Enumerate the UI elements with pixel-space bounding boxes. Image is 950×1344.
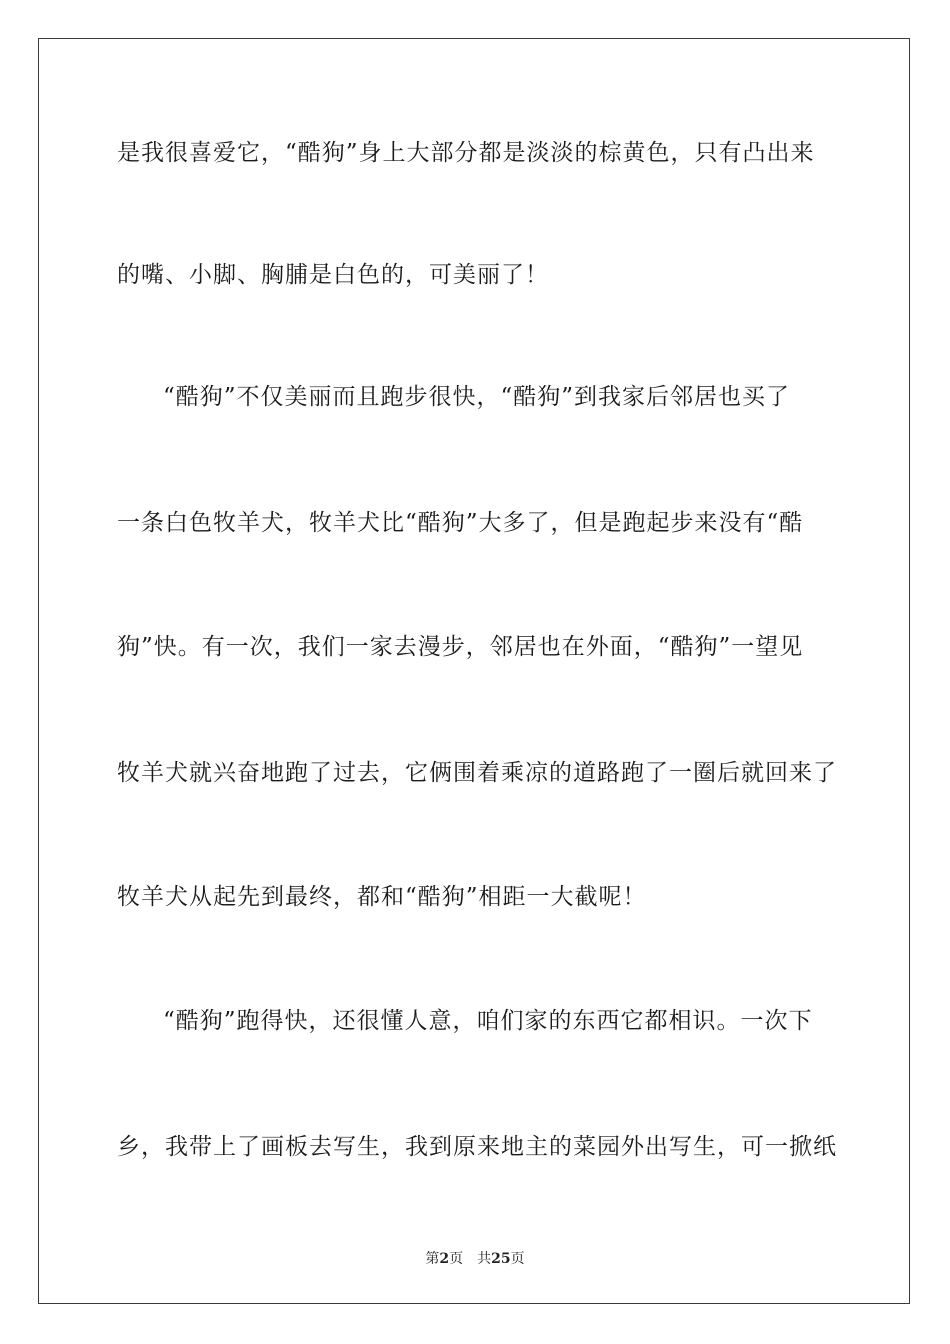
footer-total-suffix: 页	[510, 1251, 525, 1267]
footer-total-prefix: 共	[477, 1251, 492, 1267]
text-line-8: “酷狗”跑得快，还很懂人意，咱们家的东西它都相识。一次下	[163, 1008, 813, 1034]
page-footer	[0, 1248, 950, 1268]
text-line-9: 乡，我带上了画板去写生，我到原来地主的菜园外出写生，可一掀纸	[117, 1134, 837, 1160]
footer-page-prefix: 第	[425, 1251, 440, 1267]
text-line-6: 牧羊犬就兴奋地跑了过去，它俩围着乘凉的道路跑了一圈后就回来了	[117, 760, 837, 786]
footer-total-pages: 25	[491, 1251, 511, 1267]
page-border	[38, 38, 910, 1304]
text-line-3: “酷狗”不仅美丽而且跑步很快，“酷狗”到我家后邻居也买了	[163, 384, 791, 410]
footer-page-suffix: 页	[449, 1251, 464, 1267]
text-line-7: 牧羊犬从起先到最终，都和“酷狗”相距一大截呢！	[117, 884, 647, 910]
text-line-2: 的嘴、小脚、胸脯是白色的，可美丽了！	[117, 262, 549, 288]
footer-page-number: 2	[439, 1251, 450, 1267]
text-line-1: 是我很喜爱它，“酷狗”身上大部分都是淡淡的棕黄色，只有凸出来	[117, 140, 815, 166]
text-line-5: 狗”快。有一次，我们一家去漫步，邻居也在外面，“酷狗”一望见	[117, 634, 804, 660]
text-line-4: 一条白色牧羊犬，牧羊犬比“酷狗”大多了，但是跑起步来没有“酷	[117, 510, 804, 536]
